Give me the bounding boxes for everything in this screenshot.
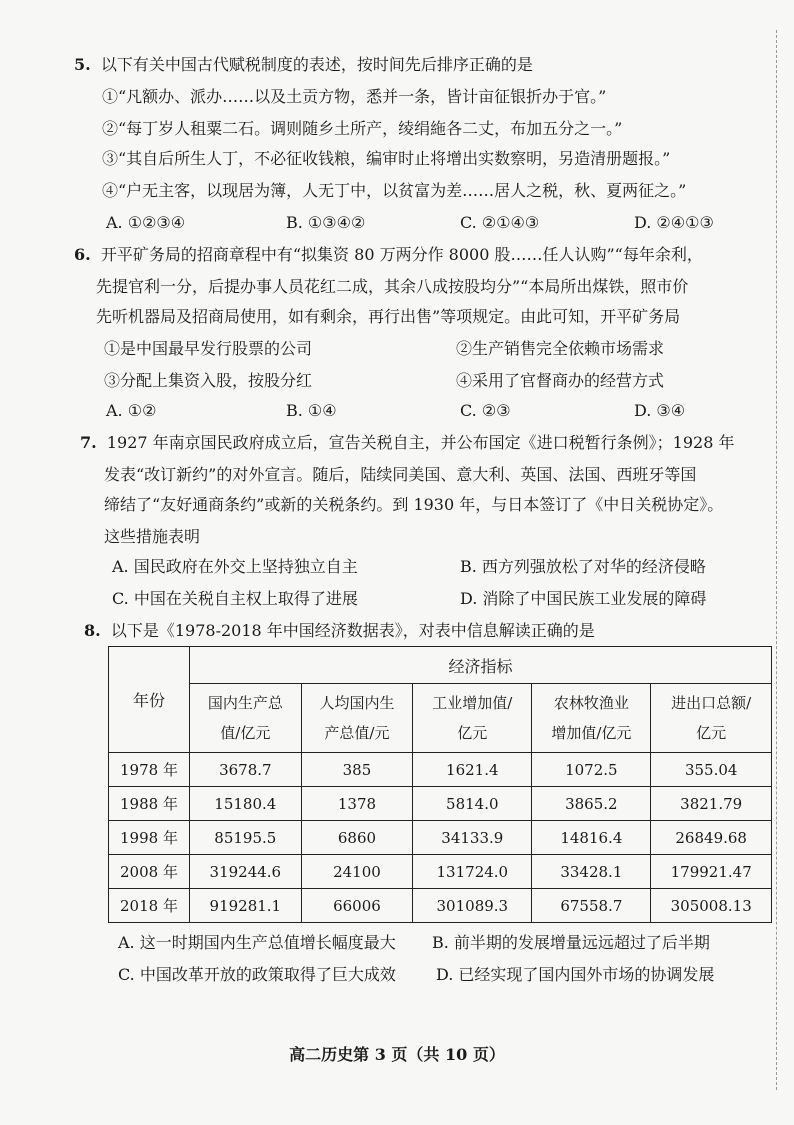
column-header-line: 工业增加值/ bbox=[432, 694, 513, 712]
q8-option-d[interactable]: D. 已经实现了国内国外市场的协调发展 bbox=[436, 965, 715, 984]
table-cell: 385 bbox=[301, 753, 413, 787]
q5-option-c[interactable]: C. ②①④③ bbox=[460, 213, 540, 232]
table-cell: 66006 bbox=[301, 889, 413, 923]
year-header: 年份 bbox=[109, 647, 190, 753]
q8-stem bbox=[84, 620, 595, 642]
q6-line-1 bbox=[74, 244, 703, 266]
table-cell: 3865.2 bbox=[532, 787, 651, 821]
q8-number: 8. bbox=[84, 621, 101, 640]
table-cell-year: 1998 年 bbox=[109, 821, 190, 855]
table-cell: 67558.7 bbox=[532, 889, 651, 923]
table-cell: 1378 bbox=[301, 787, 413, 821]
table-row bbox=[109, 889, 772, 923]
q8-option-b[interactable]: B. 前半期的发展增量远远超过了后半期 bbox=[432, 933, 710, 952]
scan-edge-line bbox=[776, 30, 787, 1090]
q5-item-4: ④“户无主客，以现居为簿，人无丁中，以贫富为差……居人之税，秋、夏两征之。” bbox=[102, 181, 687, 200]
table-cell: 355.04 bbox=[651, 753, 772, 787]
q7-line-4: 这些措施表明 bbox=[104, 527, 201, 546]
column-header-line: 农林牧渔业 bbox=[553, 694, 629, 712]
table-cell: 24100 bbox=[301, 855, 413, 889]
column-header-line: 人均国内生 bbox=[319, 694, 395, 712]
table-cell: 1621.4 bbox=[413, 753, 532, 787]
table-cell: 3678.7 bbox=[190, 753, 302, 787]
table-cell: 1072.5 bbox=[532, 753, 651, 787]
column-header-line: 产总值/元 bbox=[324, 724, 390, 742]
table-cell: 919281.1 bbox=[190, 889, 302, 923]
q8-option-a[interactable]: A. 这一时期国内生产总值增长幅度最大 bbox=[118, 933, 396, 952]
column-header-trade bbox=[651, 684, 772, 753]
q7-number: 7. bbox=[80, 433, 97, 452]
table-cell-year: 1988 年 bbox=[109, 787, 190, 821]
column-header-gdp-per-capita bbox=[301, 684, 413, 753]
q6-item-2: ②生产销售完全依赖市场需求 bbox=[456, 339, 665, 358]
q6-option-c[interactable]: C. ②③ bbox=[460, 401, 511, 420]
q6-item-1: ①是中国最早发行股票的公司 bbox=[104, 339, 313, 358]
q6-stem-text-1: 开平矿务局的招商章程中有“拟集资 80 万两分作 8000 股……任人认购”“每年余利， bbox=[100, 245, 703, 264]
q6-item-4: ④采用了官督商办的经营方式 bbox=[456, 371, 665, 390]
q7-line-1 bbox=[80, 432, 735, 454]
q7-line-2: 发表“改订新约”的对外宣言。随后，陆续同美国、意大利、英国、法国、西班牙等国 bbox=[104, 465, 697, 484]
table-cell: 3821.79 bbox=[651, 787, 772, 821]
table-row bbox=[109, 821, 772, 855]
q5-option-a[interactable]: A. ①②③④ bbox=[106, 213, 186, 232]
column-header-line: 进出口总额/ bbox=[671, 694, 752, 712]
q5-stem bbox=[74, 54, 533, 76]
page-footer: 高二历史第 3 页（共 10 页） bbox=[289, 1045, 505, 1064]
q5-option-d[interactable]: D. ②④①③ bbox=[634, 213, 714, 232]
q7-option-c[interactable]: C. 中国在关税自主权上取得了进展 bbox=[112, 589, 358, 608]
column-header-line: 增加值/亿元 bbox=[551, 724, 632, 742]
table-cell: 33428.1 bbox=[532, 855, 651, 889]
table-cell: 131724.0 bbox=[413, 855, 532, 889]
table-cell: 26849.68 bbox=[651, 821, 772, 855]
table-cell-year: 2018 年 bbox=[109, 889, 190, 923]
table-cell: 85195.5 bbox=[190, 821, 302, 855]
table-row bbox=[109, 753, 772, 787]
column-header-line: 亿元 bbox=[696, 724, 727, 742]
column-header-gdp bbox=[190, 684, 302, 753]
q5-item-3: ③“其自后所生人丁，不必征收钱粮，编审时止将增出实数察明，另造清册题报。” bbox=[102, 149, 671, 168]
column-header-line: 亿元 bbox=[457, 724, 488, 742]
q7-line-3: 缔结了“友好通商条约”或新的关税条约。到 1930 年，与日本签订了《中日关税协定》。 bbox=[104, 495, 724, 514]
column-header-industry bbox=[413, 684, 532, 753]
indicator-group-header: 经济指标 bbox=[190, 647, 772, 684]
economic-data-table bbox=[108, 646, 772, 923]
table-cell: 6860 bbox=[301, 821, 413, 855]
q6-option-d[interactable]: D. ③④ bbox=[634, 401, 686, 420]
table-cell: 179921.47 bbox=[651, 855, 772, 889]
table-cell-year: 1978 年 bbox=[109, 753, 190, 787]
table-row bbox=[109, 855, 772, 889]
q6-option-b[interactable]: B. ①④ bbox=[286, 401, 337, 420]
table-cell: 319244.6 bbox=[190, 855, 302, 889]
column-header-line: 国内生产总 bbox=[207, 694, 283, 712]
q8-stem-text: 以下是《1978-2018 年中国经济数据表》，对表中信息解读正确的是 bbox=[110, 621, 595, 640]
q6-line-2: 先提官利一分，后提办事人员花红二成，其余八成按股均分”“本局所出煤铁，照市价 bbox=[96, 277, 689, 296]
q7-option-a[interactable]: A. 国民政府在外交上坚持独立自主 bbox=[112, 557, 358, 576]
table-cell: 5814.0 bbox=[413, 787, 532, 821]
table-cell: 15180.4 bbox=[190, 787, 302, 821]
q8-option-c[interactable]: C. 中国改革开放的政策取得了巨大成效 bbox=[118, 965, 396, 984]
q7-option-d[interactable]: D. 消除了中国民族工业发展的障碍 bbox=[460, 589, 707, 608]
q7-option-b[interactable]: B. 西方列强放松了对华的经济侵略 bbox=[460, 557, 706, 576]
column-header-line: 值/亿元 bbox=[220, 724, 271, 742]
table-cell: 34133.9 bbox=[413, 821, 532, 855]
q6-number: 6. bbox=[74, 245, 91, 264]
table-cell: 14816.4 bbox=[532, 821, 651, 855]
table-cell: 301089.3 bbox=[413, 889, 532, 923]
table-cell: 305008.13 bbox=[651, 889, 772, 923]
q5-number: 5. bbox=[74, 55, 91, 74]
q6-option-a[interactable]: A. ①② bbox=[106, 401, 157, 420]
q5-item-2: ②“每丁岁人租粟二石。调则随乡土所产，绫绢絁各二丈，布加五分之一。” bbox=[102, 119, 623, 138]
column-header-agriculture bbox=[532, 684, 651, 753]
table-cell-year: 2008 年 bbox=[109, 855, 190, 889]
table-row bbox=[109, 787, 772, 821]
q5-item-1: ①“凡额办、派办……以及土贡方物，悉并一条，皆计亩征银折办于官。” bbox=[102, 87, 607, 106]
q6-item-3: ③分配上集资入股，按股分红 bbox=[104, 371, 313, 390]
q5-stem-text: 以下有关中国古代赋税制度的表述，按时间先后排序正确的是 bbox=[100, 55, 533, 74]
q7-stem-text-1: 1927 年南京国民政府成立后，宣告关税自主，并公布国定《进口税暂行条例》；1928 年 bbox=[106, 433, 735, 452]
q5-option-b[interactable]: B. ①③④② bbox=[286, 213, 366, 232]
q6-line-3: 先听机器局及招商局使用，如有剩余，再行出售”等项规定。由此可知，开平矿务局 bbox=[96, 307, 681, 326]
